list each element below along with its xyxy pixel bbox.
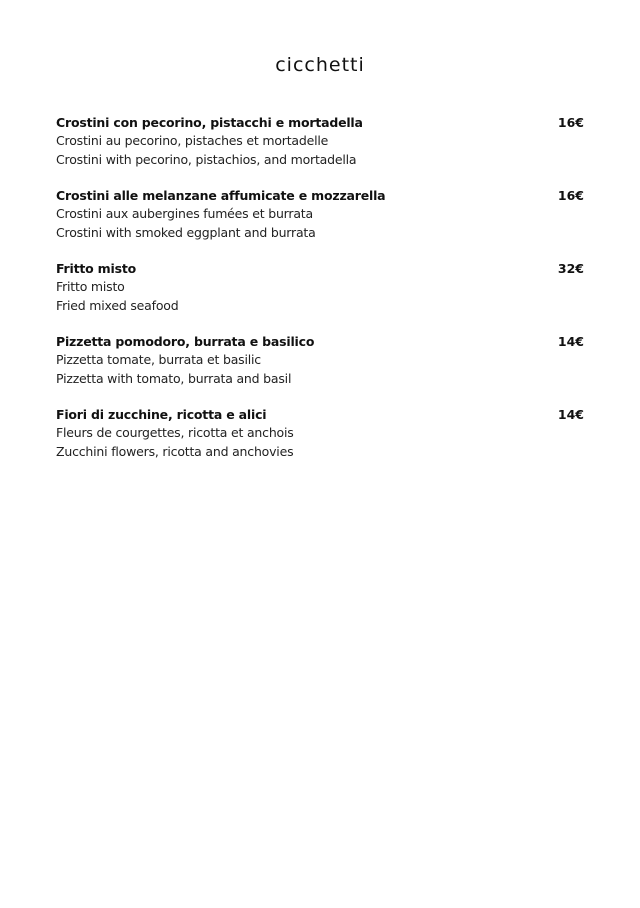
item-name-english: Fried mixed seafood bbox=[56, 297, 179, 313]
menu-item bbox=[56, 260, 584, 333]
section-title: cicchetti bbox=[275, 54, 365, 76]
item-price: 32€ bbox=[557, 261, 584, 276]
menu-item bbox=[56, 114, 584, 187]
item-name-italian: Crostini alle melanzane affumicate e mozzarella bbox=[56, 188, 386, 203]
item-name-italian: Fiori di zucchine, ricotta e alici bbox=[56, 407, 267, 422]
item-name-french: Crostini aux aubergines fumées et burrata bbox=[56, 206, 313, 221]
menu-item bbox=[56, 406, 584, 479]
item-name-italian: Crostini con pecorino, pistacchi e mortadella bbox=[56, 115, 363, 130]
item-price: 14€ bbox=[557, 407, 584, 422]
item-name-english: Crostini with pecorino, pistachios, and mortadella bbox=[56, 151, 357, 167]
item-price: 14€ bbox=[557, 334, 584, 349]
item-name-italian: Fritto misto bbox=[56, 261, 136, 276]
item-price: 16€ bbox=[557, 188, 584, 203]
item-price: 16€ bbox=[557, 115, 584, 130]
menu-item bbox=[56, 187, 584, 260]
item-name-english: Pizzetta with tomato, burrata and basil bbox=[56, 370, 292, 386]
item-name-french: Fleurs de courgettes, ricotta et anchois bbox=[56, 425, 294, 440]
item-name-italian: Pizzetta pomodoro, burrata e basilico bbox=[56, 334, 315, 349]
item-name-english: Zucchini flowers, ricotta and anchovies bbox=[56, 443, 294, 459]
item-name-french: Fritto misto bbox=[56, 279, 125, 294]
item-name-french: Pizzetta tomate, burrata et basilic bbox=[56, 352, 261, 367]
item-name-french: Crostini au pecorino, pistaches et mortadelle bbox=[56, 133, 329, 148]
item-name-english: Crostini with smoked eggplant and burrata bbox=[56, 224, 316, 240]
menu-item bbox=[56, 333, 584, 406]
menu-list bbox=[56, 114, 584, 479]
